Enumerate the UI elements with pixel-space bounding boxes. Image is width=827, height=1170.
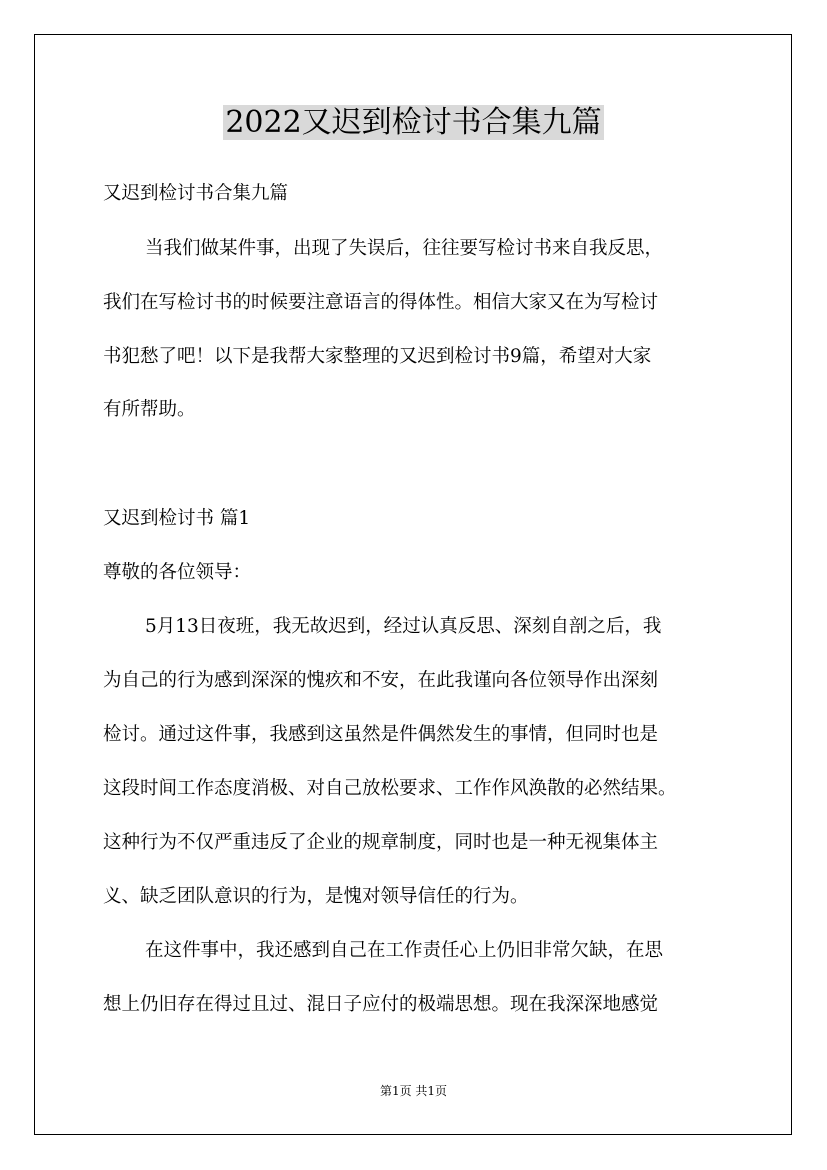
section-heading: 又迟到检讨书 篇1 xyxy=(103,508,251,529)
paragraph-line: 这段时间工作态度消极、对自己放松要求、工作作风涣散的必然结果。 xyxy=(103,778,677,799)
paragraph-line: 为自己的行为感到深深的愧疚和不安，在此我谨向各位领导作出深刻 xyxy=(103,670,659,691)
salutation: 尊敬的各位领导： xyxy=(103,562,252,583)
intro-line: 书犯愁了吧！以下是我帮大家整理的又迟到检讨书9篇，希望对大家 xyxy=(103,346,652,367)
intro-line: 当我们做某件事，出现了失误后，往往要写检讨书来自我反思， xyxy=(145,238,664,259)
paragraph-line: 想上仍旧存在得过且过、混日子应付的极端思想。现在我深深地感觉 xyxy=(103,994,659,1015)
page-number: 第1页 共1页 xyxy=(379,1084,448,1098)
paragraph-line: 5月13日夜班，我无故迟到，经过认真反思、深刻自剖之后，我 xyxy=(145,616,662,637)
paragraph-line: 检讨。通过这件事，我感到这虽然是件偶然发生的事情，但同时也是 xyxy=(103,724,659,745)
intro-line: 我们在写检讨书的时候要注意语言的得体性。相信大家又在为写检讨 xyxy=(103,292,659,313)
subtitle: 又迟到检讨书合集九篇 xyxy=(103,183,289,204)
document-title: 2022又迟到检讨书合集九篇 xyxy=(225,105,602,140)
paragraph-line: 义、缺乏团队意识的行为，是愧对领导信任的行为。 xyxy=(103,886,529,907)
paragraph-line: 这种行为不仅严重违反了企业的规章制度，同时也是一种无视集体主 xyxy=(103,832,659,853)
paragraph-line: 在这件事中，我还感到自己在工作责任心上仍旧非常欠缺，在思 xyxy=(145,940,664,961)
intro-line: 有所帮助。 xyxy=(103,399,196,420)
